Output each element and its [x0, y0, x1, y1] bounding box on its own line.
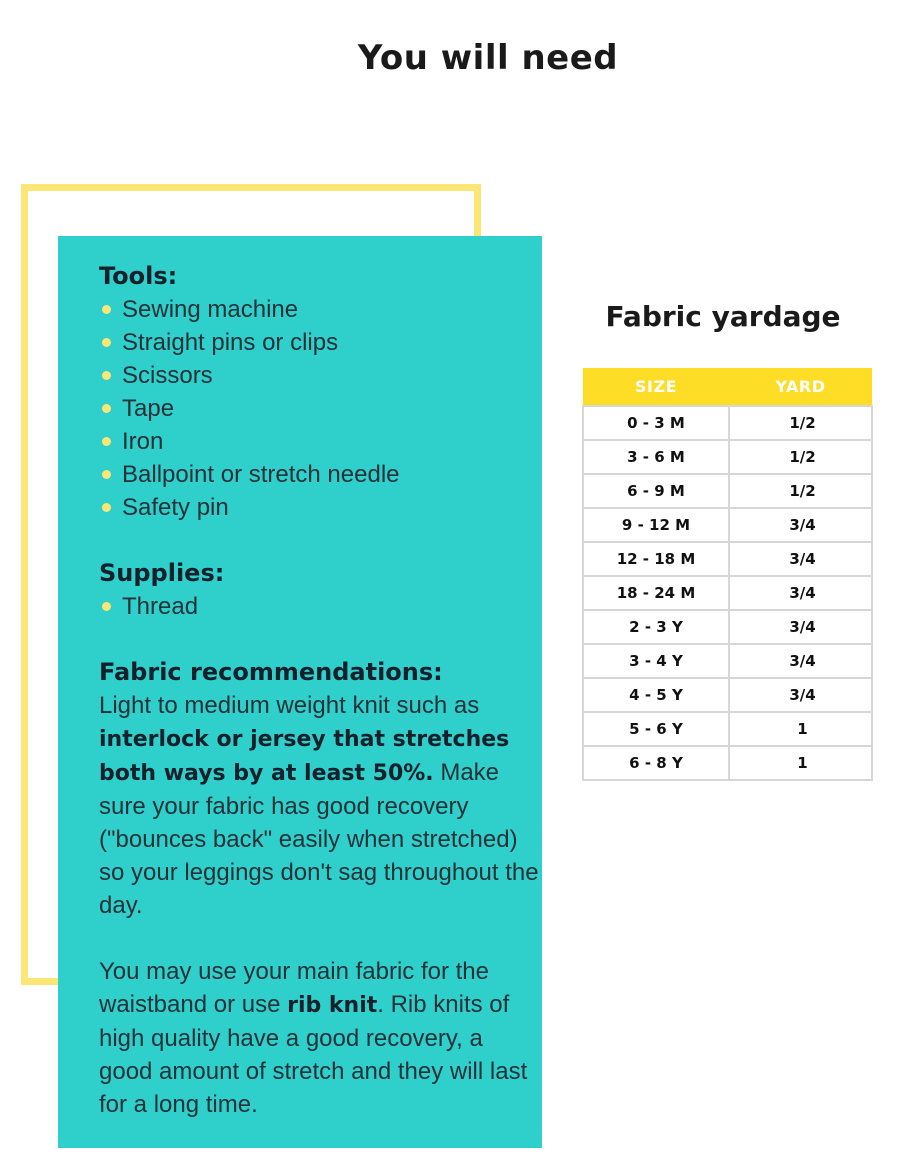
table-row [583, 508, 872, 542]
list-item [99, 458, 539, 491]
supplies-heading: Supplies: [99, 559, 225, 587]
size-cell: 6 - 8 Y [583, 746, 729, 780]
page-title: You will need [357, 38, 619, 78]
table-header-row [583, 368, 872, 406]
size-cell: 4 - 5 Y [583, 678, 729, 712]
table-row [583, 746, 872, 780]
bullet-icon [102, 503, 111, 512]
bullet-icon [102, 404, 111, 413]
column-header-size: SIZE [583, 368, 729, 406]
bullet-icon [102, 602, 111, 611]
yard-cell: 3/4 [729, 678, 872, 712]
bullet-icon [102, 470, 111, 479]
list-item-label: Scissors [122, 362, 213, 389]
fabric-text: . Rib knits of high quality have a good recovery, a good amount of stretch and they will last for a long time. [99, 991, 528, 1118]
table-row [583, 678, 872, 712]
size-cell: 5 - 6 Y [583, 712, 729, 746]
fabric-paragraph-2 [99, 955, 539, 1121]
yard-cell: 3/4 [729, 576, 872, 610]
list-item [99, 359, 539, 392]
yard-cell: 1/2 [729, 474, 872, 508]
list-item [99, 491, 539, 524]
fabric-paragraph-1 [99, 689, 539, 922]
yard-cell: 1/2 [729, 440, 872, 474]
yard-cell: 3/4 [729, 644, 872, 678]
list-item [99, 425, 539, 458]
table-row [583, 474, 872, 508]
list-item-label: Ballpoint or stretch needle [122, 461, 400, 488]
size-cell: 0 - 3 M [583, 406, 729, 440]
size-cell: 3 - 6 M [583, 440, 729, 474]
list-item-label: Sewing machine [122, 296, 299, 323]
list-item-label: Safety pin [122, 494, 229, 521]
list-item [99, 326, 539, 359]
list-item-label: Straight pins or clips [122, 329, 339, 356]
list-item [99, 293, 539, 326]
materials-panel [58, 236, 542, 1148]
table-row [583, 610, 872, 644]
yard-cell: 3/4 [729, 610, 872, 644]
list-item [99, 392, 539, 425]
fabric-text: Light to medium weight knit such as [99, 692, 480, 719]
column-header-yard: YARD [729, 368, 872, 406]
tools-heading: Tools: [99, 262, 178, 290]
fabric-text: You may use your main fabric for the waistband or use [99, 958, 489, 1018]
size-cell: 9 - 12 M [583, 508, 729, 542]
tools-list [99, 293, 539, 524]
bullet-icon [102, 371, 111, 380]
yard-cell: 1 [729, 712, 872, 746]
list-item-label: Thread [122, 593, 199, 620]
bullet-icon [102, 338, 111, 347]
list-item [99, 590, 539, 623]
table-row [583, 542, 872, 576]
fabric-heading: Fabric recommendations: [99, 658, 443, 686]
table-row [583, 576, 872, 610]
yard-cell: 1 [729, 746, 872, 780]
fabric-emphasis: rib knit [287, 993, 378, 1018]
size-cell: 6 - 9 M [583, 474, 729, 508]
table-row [583, 406, 872, 440]
table-row [583, 712, 872, 746]
materials-content [99, 260, 539, 1121]
list-item-label: Tape [122, 395, 175, 422]
size-cell: 2 - 3 Y [583, 610, 729, 644]
yardage-title: Fabric yardage [605, 300, 841, 333]
supplies-list [99, 590, 539, 623]
size-cell: 18 - 24 M [583, 576, 729, 610]
yard-cell: 3/4 [729, 542, 872, 576]
bullet-icon [102, 305, 111, 314]
yard-cell: 1/2 [729, 406, 872, 440]
table-row [583, 644, 872, 678]
list-item-label: Iron [122, 428, 164, 455]
fabric-text: Make sure your fabric has good recovery ("bounces back" easily when stretched) so your leggings don't sag throughout the day. [99, 759, 539, 919]
yard-cell: 3/4 [729, 508, 872, 542]
fabric-emphasis: interlock or jersey that stretches both ways by at least 50%. [99, 727, 510, 786]
size-cell: 3 - 4 Y [583, 644, 729, 678]
bullet-icon [102, 437, 111, 446]
size-cell: 12 - 18 M [583, 542, 729, 576]
table-row [583, 440, 872, 474]
yardage-table [582, 368, 873, 781]
